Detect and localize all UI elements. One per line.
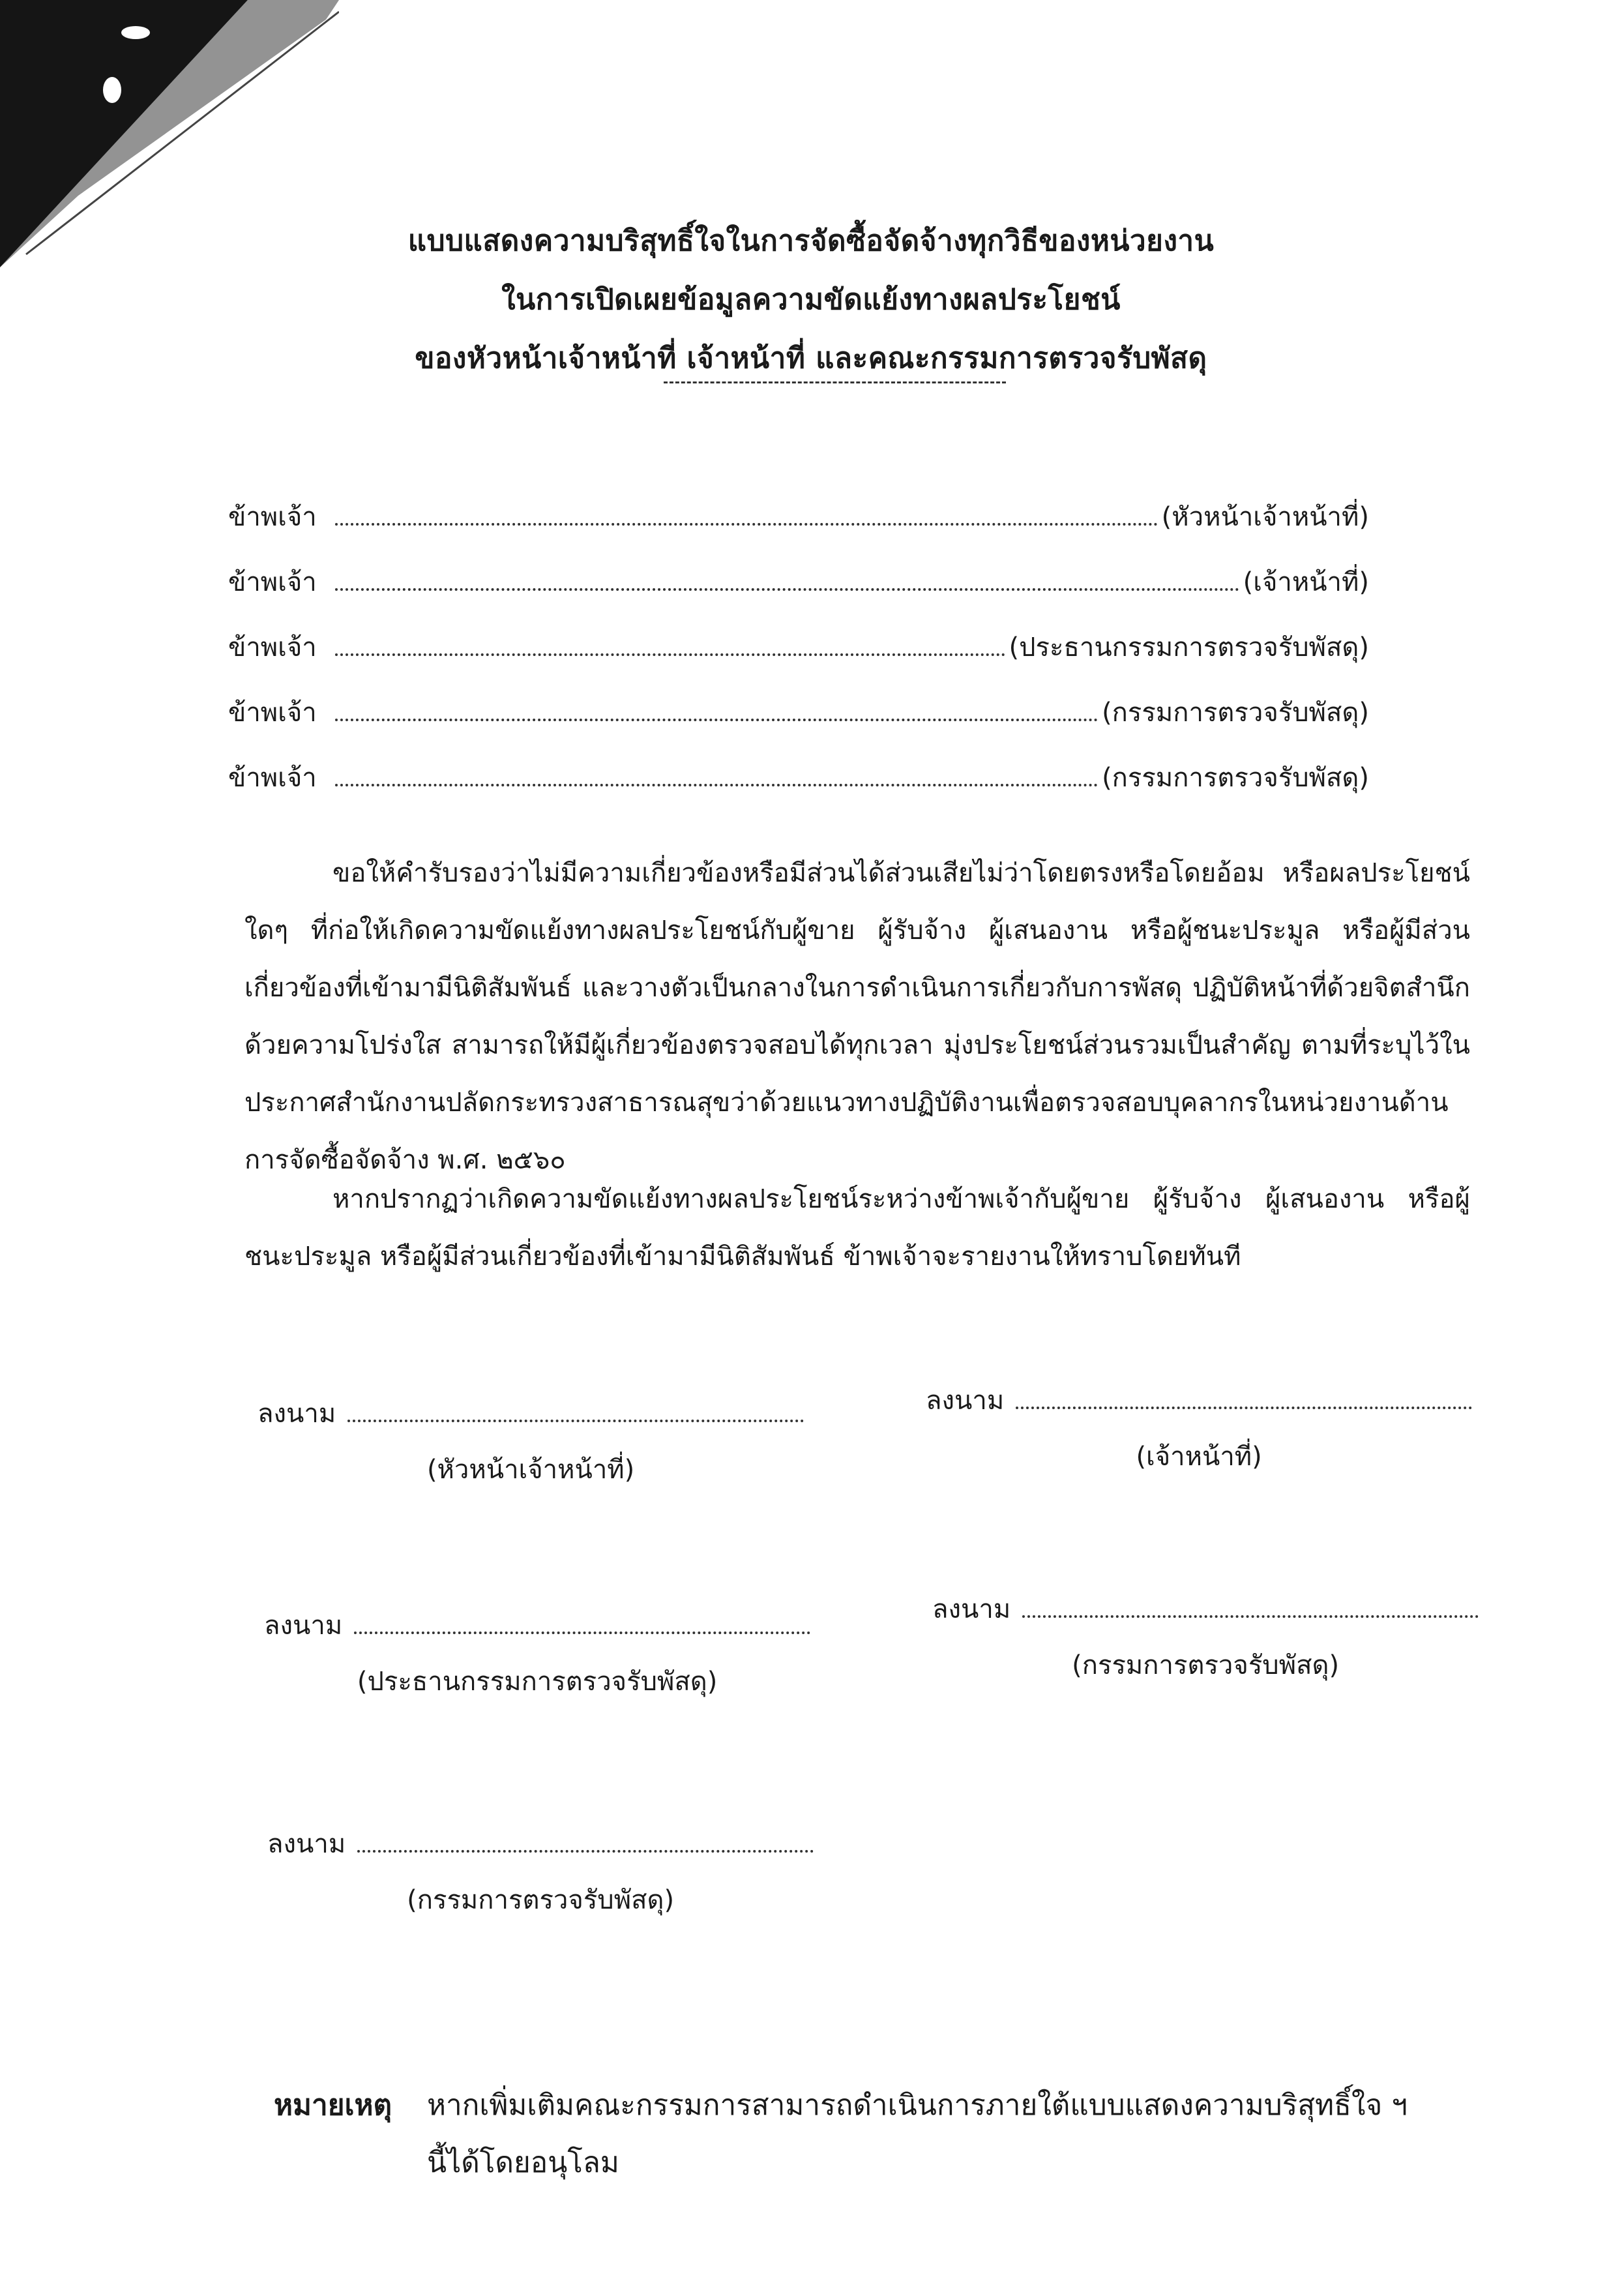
declaration-label: ข้าพเจ้า xyxy=(228,633,317,663)
signature-line[interactable] xyxy=(1022,1600,1479,1618)
signature-block-officer xyxy=(926,1379,1472,1477)
signature-role: (หัวหน้าเจ้าหน้าที่) xyxy=(426,1455,635,1485)
remark-note xyxy=(274,2077,1512,2192)
declaration-role: (กรรมการตรวจรับพัสดุ) xyxy=(1102,698,1369,728)
signature-label: ลงนาม xyxy=(267,1829,346,1859)
declaration-label: ข้าพเจ้า xyxy=(228,763,317,793)
remark-line-1: หากเพิ่มเติมคณะกรรมการสามารถดำเนินการภายใต้แบบแสดงความบริสุทธิ์ใจ ฯ xyxy=(427,2089,1408,2122)
name-fill-line[interactable] xyxy=(335,766,1098,786)
name-fill-line[interactable] xyxy=(335,700,1098,721)
signature-line[interactable] xyxy=(347,1404,804,1422)
title-line-1: แบบแสดงความบริสุทธิ์ใจในการจัดซื้อจัดจ้างทุกวิธีของหน่วยงาน xyxy=(407,224,1215,258)
signature-label: ลงนาม xyxy=(932,1594,1011,1624)
signature-label: ลงนาม xyxy=(258,1399,336,1429)
signature-block-committee-member xyxy=(932,1588,1479,1686)
certification-paragraph xyxy=(244,844,1470,1189)
title-line-3: ของหัวหน้าเจ้าหน้าที่ เจ้าหน้าที่ และคณะกรรมการตรวจรับพัสดุ xyxy=(415,342,1207,375)
document-title xyxy=(0,212,1622,388)
signature-label: ลงนาม xyxy=(926,1386,1005,1416)
remark-line-2: นี้ได้โดยอนุโลม xyxy=(427,2146,619,2179)
name-fill-line[interactable] xyxy=(335,570,1239,591)
declaration-role: (กรรมการตรวจรับพัสดุ) xyxy=(1102,763,1369,793)
declaration-role: (หัวหน้าเจ้าหน้าที่) xyxy=(1161,502,1369,532)
title-line-2: ในการเปิดเผยข้อมูลความขัดแย้งทางผลประโยชน์ xyxy=(501,283,1121,316)
declaration-row-committee-chair xyxy=(228,626,1369,672)
signature-line[interactable] xyxy=(354,1616,810,1634)
signature-role: (กรรมการตรวจรับพัสดุ) xyxy=(1072,1650,1340,1680)
declaration-role: (ประธานกรรมการตรวจรับพัสดุ) xyxy=(1009,633,1369,663)
signature-line[interactable] xyxy=(1016,1391,1472,1409)
name-fill-line[interactable] xyxy=(335,635,1005,656)
declaration-label: ข้าพเจ้า xyxy=(228,567,317,597)
signature-block-committee-member-2 xyxy=(267,1823,814,1920)
name-fill-line[interactable] xyxy=(335,505,1158,526)
signature-role: (ประธานกรรมการตรวจรับพัสดุ) xyxy=(357,1667,718,1697)
declaration-row-head-officer xyxy=(228,496,1369,541)
declaration-row-committee-member xyxy=(228,756,1369,802)
signature-role: (กรรมการตรวจรับพัสดุ) xyxy=(407,1885,675,1915)
declaration-label: ข้าพเจ้า xyxy=(228,698,317,728)
declaration-role: (เจ้าหน้าที่) xyxy=(1243,567,1369,597)
certification-text: ขอให้คำรับรองว่าไม่มีความเกี่ยวข้องหรือมีส่วนได้ส่วนเสียไม่ว่าโดยตรงหรือโดยอ้อม หรือผลประโยชน์ใดๆ ที่ก่อให้เกิดความขัดแย้งทางผลประโยชน์กับผู้ขาย ผู้รับจ้าง ผู้เสนองาน หรือผู้ชนะประมูล หรือผู้มีส่วนเกี่ยวข้องที่เข้ามามีนิติสัมพันธ์ และวางตัวเป็นกลางในการดำเนินการเกี่ยวกับการพัสดุ ปฏิบัติหน้าที่ด้วยจิตสำนึก ด้วยความโปร่งใส สามารถให้มีผู้เกี่ยวข้องตรวจสอบได้ทุกเวลา มุ่งประโยชน์ส่วนรวมเป็นสำคัญ ตามที่ระบุไว้ในประกาศสำนักงานปลัดกระทรวงสาธารณสุขว่าด้วยแนวทางปฏิบัติงานเพื่อตรวจสอบบุคลากรในหน่วยงานด้านการจัดซื้อจัดจ้าง พ.ศ. ๒๕๖๐ xyxy=(244,858,1470,1175)
signature-block-head-officer xyxy=(258,1392,804,1490)
disclosure-paragraph xyxy=(244,1170,1470,1285)
signature-line[interactable] xyxy=(357,1834,814,1853)
title-divider xyxy=(664,381,1006,383)
remark-heading: หมายเหตุ xyxy=(274,2089,392,2122)
signature-role: (เจ้าหน้าที่) xyxy=(1136,1442,1262,1472)
signature-block-committee-chair xyxy=(264,1604,810,1702)
declaration-label: ข้าพเจ้า xyxy=(228,502,317,532)
declaration-row-committee-member xyxy=(228,691,1369,737)
declaration-row-officer xyxy=(228,561,1369,606)
signature-label: ลงนาม xyxy=(264,1611,343,1641)
disclosure-text: หากปรากฏว่าเกิดความขัดแย้งทางผลประโยชน์ระหว่างข้าพเจ้ากับผู้ขาย ผู้รับจ้าง ผู้เสนองาน หรือผู้ชนะประมูล หรือผู้มีส่วนเกี่ยวข้องที่เข้ามามีนิติสัมพันธ์ ข้าพเจ้าจะรายงานให้ทราบโดยทันที xyxy=(244,1184,1470,1272)
